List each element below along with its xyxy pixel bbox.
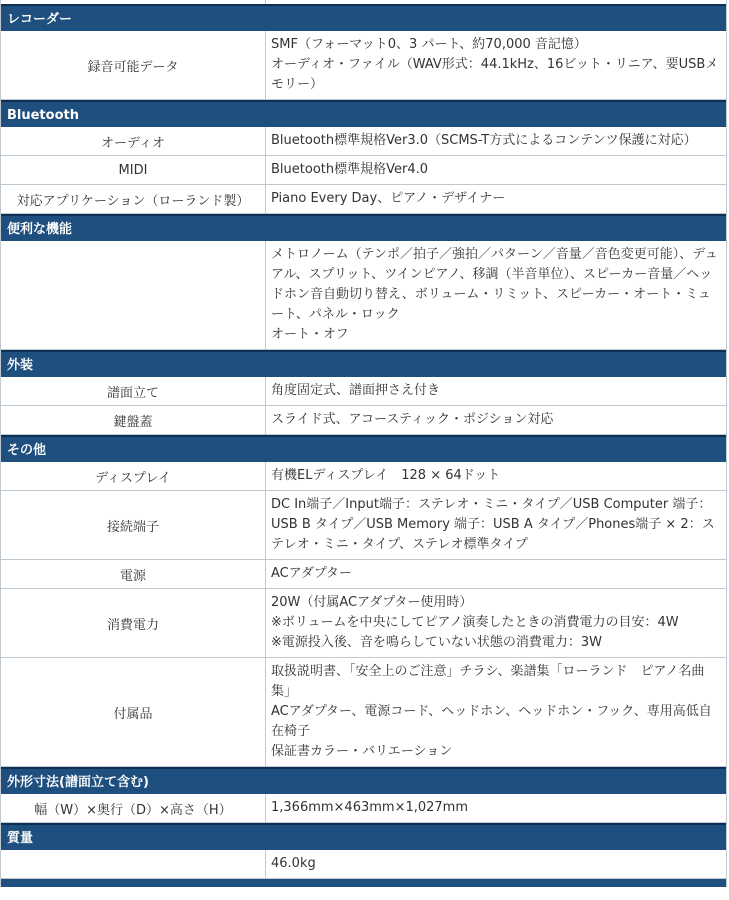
- spec-row: [1, 377, 726, 406]
- spec-value: [266, 462, 726, 490]
- spec-value: [266, 377, 726, 405]
- spec-label: 録音可能データ: [1, 31, 266, 99]
- spec-value-line: スライド式、アコースティック・ポジション対応: [271, 412, 554, 427]
- spec-value-line: Bluetooth標準規格Ver4.0: [271, 162, 429, 177]
- spec-value: [266, 406, 726, 434]
- spec-value: [266, 156, 726, 184]
- spec-value: [266, 658, 726, 766]
- spec-row: [1, 560, 726, 589]
- section-header: 質量: [1, 823, 726, 850]
- spec-value-line: 取扱説明書、「安全上のご注意」チラシ、楽譜集「ローランド ピアノ名曲集」: [271, 664, 705, 699]
- spec-label: 電源: [1, 560, 266, 588]
- spec-row: [1, 462, 726, 491]
- spec-label: 接続端子: [1, 491, 266, 559]
- spec-value: [266, 491, 726, 559]
- spec-row: [1, 156, 726, 185]
- spec-value: [266, 31, 726, 99]
- spec-value-line: 1,366mm×463mm×1,027mm: [271, 800, 469, 815]
- section-header: 便利な機能: [1, 214, 726, 241]
- spec-label: ディスプレイ: [1, 462, 266, 490]
- spec-label: 消費電力: [1, 589, 266, 657]
- section-header: 外形寸法(譜面立て含む): [1, 767, 726, 794]
- spec-label: 鍵盤蓋: [1, 406, 266, 434]
- spec-value-line: 角度固定式、譜面押さえ付き: [271, 383, 441, 398]
- spec-value: [266, 560, 726, 588]
- spec-row: [1, 491, 726, 560]
- spec-value-line: Bluetooth標準規格Ver3.0（SCMS-T方式によるコンテンツ保護に対応）: [271, 133, 697, 148]
- spec-value-line: SMF（フォーマット0、3 パート、約70,000 音記憶）: [271, 37, 587, 52]
- spec-value-line: オーディオ・ファイル（WAV形式：44.1kHz、16ビット・リニア、要USBメモリー）: [271, 57, 719, 92]
- spec-value-line: 有機ELディスプレイ 128 × 64ドット: [271, 468, 501, 483]
- spec-row: [1, 127, 726, 156]
- spec-value-line: ACアダプター: [271, 566, 352, 581]
- spec-value: [266, 794, 726, 822]
- spec-label: [1, 241, 266, 349]
- spec-row: [1, 794, 726, 823]
- spec-value: [266, 589, 726, 657]
- spec-value-line: ※ボリュームを中央にしてピアノ演奏したときの消費電力の目安：4W: [271, 615, 679, 630]
- section-header: 外装: [1, 350, 726, 377]
- spec-row: [1, 589, 726, 658]
- spec-label: オーディオ: [1, 127, 266, 155]
- spec-value-line: 46.0kg: [271, 856, 316, 871]
- spec-value-line: DC In端子／Input端子：ステレオ・ミニ・タイプ／USB Computer 端子：USB B タイプ／USB Memory 端子：USB A タイプ／Phones端子 × 2：ステレオ・ミニ・タイプ、ステレオ標準タイプ: [271, 497, 715, 552]
- spec-sections: [1, 4, 726, 879]
- spec-value: [266, 127, 726, 155]
- spec-label: 譜面立て: [1, 377, 266, 405]
- spec-label: 付属品: [1, 658, 266, 766]
- section-header: その他: [1, 435, 726, 462]
- spec-value: [266, 850, 726, 878]
- spec-label: 対応アプリケーション（ローランド製）: [1, 185, 266, 213]
- spec-value-line: オート・オフ: [271, 327, 349, 342]
- spec-value-line: 保証書カラー・バリエーション: [271, 744, 453, 759]
- table-bottom-bar: [1, 879, 726, 887]
- section-header: Bluetooth: [1, 100, 726, 127]
- spec-value-line: ACアダプター、電源コード、ヘッドホン、ヘッドホン・フック、専用高低自在椅子: [271, 704, 712, 739]
- spec-label: MIDI: [1, 156, 266, 184]
- spec-row: [1, 658, 726, 767]
- spec-value: [266, 241, 726, 349]
- spec-row: [1, 406, 726, 435]
- spec-row: [1, 185, 726, 214]
- spec-value-line: メトロノーム（テンポ／拍子／強拍／パターン／音量／音色変更可能）、デュアル、スプリット、ツインピアノ、移調（半音単位）、スピーカー音量／ヘッドホン音自動切り替え、ボリューム・リミット、スピーカー・オート・ミュート、パネル・ロック: [271, 247, 718, 322]
- spec-row: [1, 241, 726, 350]
- spec-row: [1, 850, 726, 879]
- section-header: レコーダー: [1, 4, 726, 31]
- spec-label: [1, 850, 266, 878]
- spec-row: [1, 31, 726, 100]
- spec-value-line: ※電源投入後、音を鳴らしていない状態の消費電力：3W: [271, 635, 603, 650]
- spec-value-line: 20W（付属ACアダプター使用時）: [271, 595, 473, 610]
- spec-value-line: Piano Every Day、ピアノ・デザイナー: [271, 191, 506, 206]
- spec-value: [266, 185, 726, 213]
- spec-label: 幅（W）×奥行（D）×高さ（H）: [1, 794, 266, 822]
